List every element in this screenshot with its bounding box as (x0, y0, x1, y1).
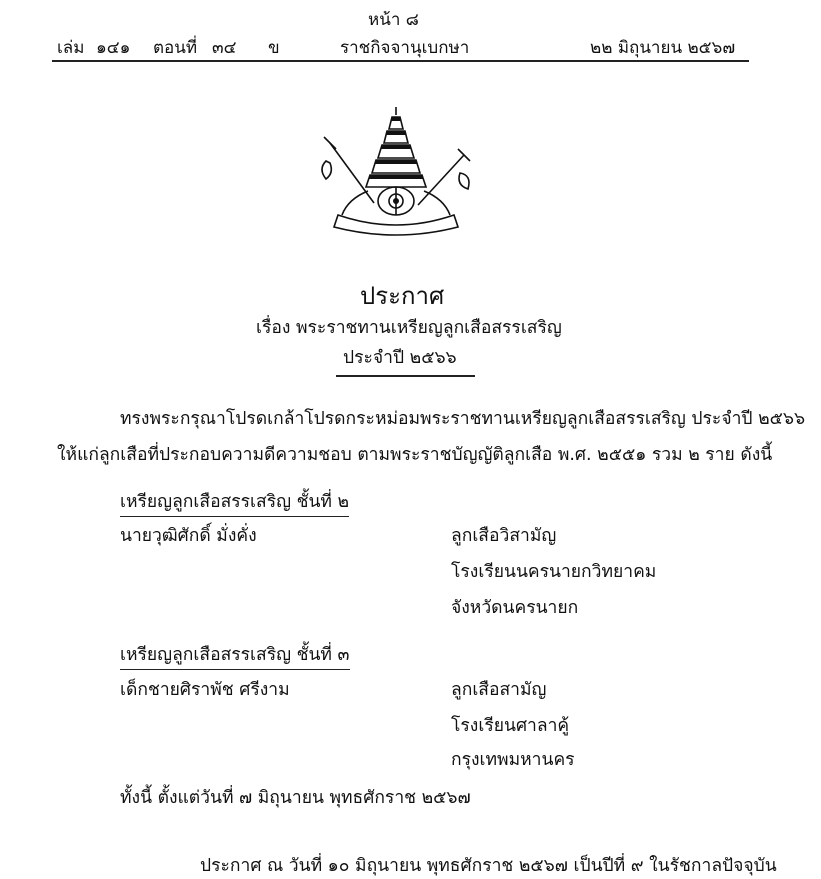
recipient-name-1: นายวุฒิศักดิ์ มั่งคั่ง (120, 526, 257, 546)
announcement-title: ประกาศ (360, 282, 445, 310)
recipient-2-school: โรงเรียนศาลาคู้ (451, 716, 570, 736)
section-label: ข (268, 38, 280, 58)
recipient-2-scout-type: ลูกเสือสามัญ (451, 680, 547, 700)
gazette-name: ราชกิจจานุเบกษา (340, 38, 470, 58)
recipient-1-school: โรงเรียนนครนายกวิทยาคม (451, 562, 657, 582)
royal-seal-emblem (308, 103, 484, 237)
announcement-subject: เรื่อง พระราชทานเหรียญลูกเสือสรรเสริญ (256, 318, 562, 338)
recipient-2-province: กรุงเทพมหานคร (451, 750, 575, 770)
closing-statement: ประกาศ ณ วันที่ ๑๐ มิถุนายน พุทธศักราช ๒๕๖๗ เป็นปีที่ ๙ ในรัชกาลปัจจุบัน (200, 856, 777, 876)
body-line-1: ทรงพระกรุณาโปรดเกล้าโปรดกระหม่อมพระราชทานเหรียญลูกเสือสรรเสริญ ประจำปี ๒๕๖๖ (120, 409, 806, 429)
announcement-year: ประจำปี ๒๕๖๖ (343, 348, 457, 368)
header-divider (52, 60, 749, 62)
part-number: ๓๔ (212, 38, 237, 58)
award-heading-class-3: เหรียญลูกเสือสรรเสริญ ชั้นที่ ๓ (120, 640, 350, 670)
recipient-1-scout-type: ลูกเสือวิสามัญ (451, 526, 557, 546)
header-date: ๒๒ มิถุนายน ๒๕๖๗ (590, 38, 736, 58)
part-label: ตอนที่ (153, 38, 198, 58)
page-number: หน้า ๘ (368, 10, 419, 30)
volume-label: เล่ม (57, 38, 85, 58)
recipient-name-2: เด็กชายศิราพัช ศรีงาม (120, 680, 290, 700)
effective-date: ทั้งนี้ ตั้งแต่วันที่ ๗ มิถุนายน พุทธศักราช ๒๕๖๗ (120, 788, 471, 808)
award-heading-class-2: เหรียญลูกเสือสรรเสริญ ชั้นที่ ๒ (120, 487, 349, 517)
title-divider (336, 375, 475, 377)
volume-number: ๑๔๑ (96, 38, 131, 58)
body-line-2: ให้แก่ลูกเสือที่ประกอบความดีความชอบ ตามพระราชบัญญัติลูกเสือ พ.ศ. ๒๕๕๑ รวม ๒ ราย ดังนี้ (57, 445, 773, 465)
recipient-1-province: จังหวัดนครนายก (451, 598, 579, 618)
